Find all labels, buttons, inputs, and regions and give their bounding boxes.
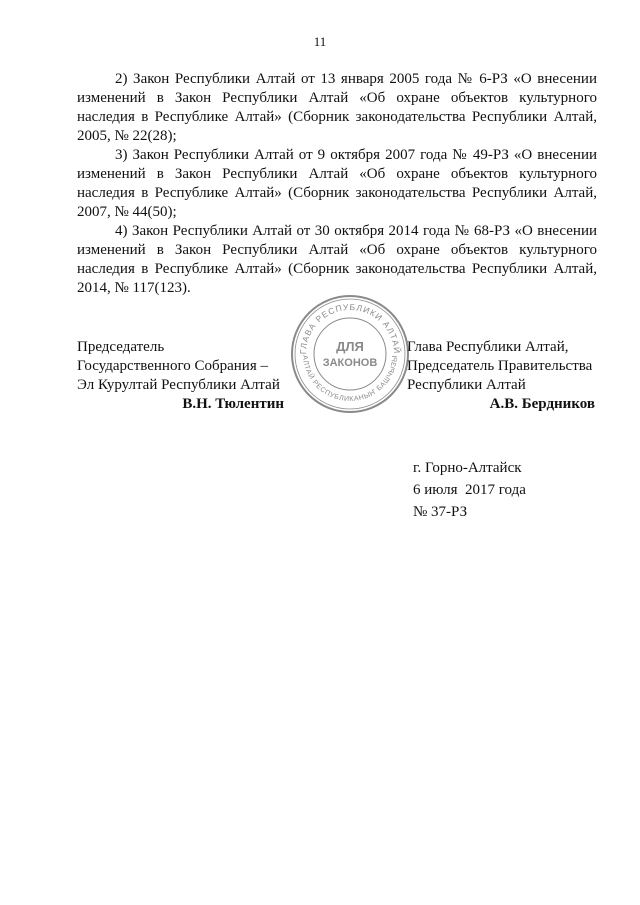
seal-center-bottom: ЗАКОНОВ xyxy=(322,357,378,369)
date: 6 июля 2017 года xyxy=(413,482,526,498)
place: г. Горно-Алтайск xyxy=(413,460,522,476)
seal-center-top: ДЛЯ xyxy=(336,339,364,354)
paragraph-law-2014: 4) Закон Республики Алтай от 30 октября 2014 года № 68-РЗ «О внесении изменений в Закон Республики Алтай «Об охране объектов культурного наследия в Республике Алтай» (Сборник законодательства Республики Алтай, 2014, № 117(123). xyxy=(77,223,597,296)
paragraph-law-2007: 3) Закон Республики Алтай от 9 октября 2007 года № 49-РЗ «О внесении изменений в Закон Республики Алтай «Об охране объектов культурного наследия в Республике Алтай» (Сборник законодательства Республики Алтай, 2007, № 44(50); xyxy=(77,147,597,220)
signatory-name: В.Н. Тюлентин xyxy=(182,396,284,412)
signatory-name: А.В. Бердников xyxy=(489,396,595,412)
document-body xyxy=(77,70,597,298)
signature-title-line: Республики Алтай xyxy=(407,377,526,393)
page-number: 11 xyxy=(313,34,327,49)
signature-title-line: Эл Курултай Республики Алтай xyxy=(77,377,280,393)
signature-title-line: Председатель Правительства xyxy=(407,358,593,374)
seal-top-text: ГЛАВА РЕСПУБЛИКИ АЛТАЙ xyxy=(297,301,403,355)
signature-title-line: Председатель xyxy=(77,339,165,355)
signature-block-chairman xyxy=(77,338,284,414)
law-number: № 37-РЗ xyxy=(413,504,468,520)
signature-title-line: Государственного Собрания – xyxy=(77,358,268,374)
signature-title-line: Глава Республики Алтай, xyxy=(407,339,569,355)
place-date-block xyxy=(413,457,526,523)
official-seal xyxy=(289,293,411,415)
signature-block-head xyxy=(407,338,595,414)
seal-bottom-text: АЛТАЙ РЕСПУБЛИКАНЫҤ БАШЧЫЗЫ xyxy=(300,354,400,404)
paragraph-law-2005: 2) Закон Республики Алтай от 13 января 2005 года № 6-РЗ «О внесении изменений в Закон Республики Алтай «Об охране объектов культурного наследия в Республике Алтай» (Сборник законодательства Республики Алтай, 2005, № 22(28); xyxy=(77,71,597,144)
